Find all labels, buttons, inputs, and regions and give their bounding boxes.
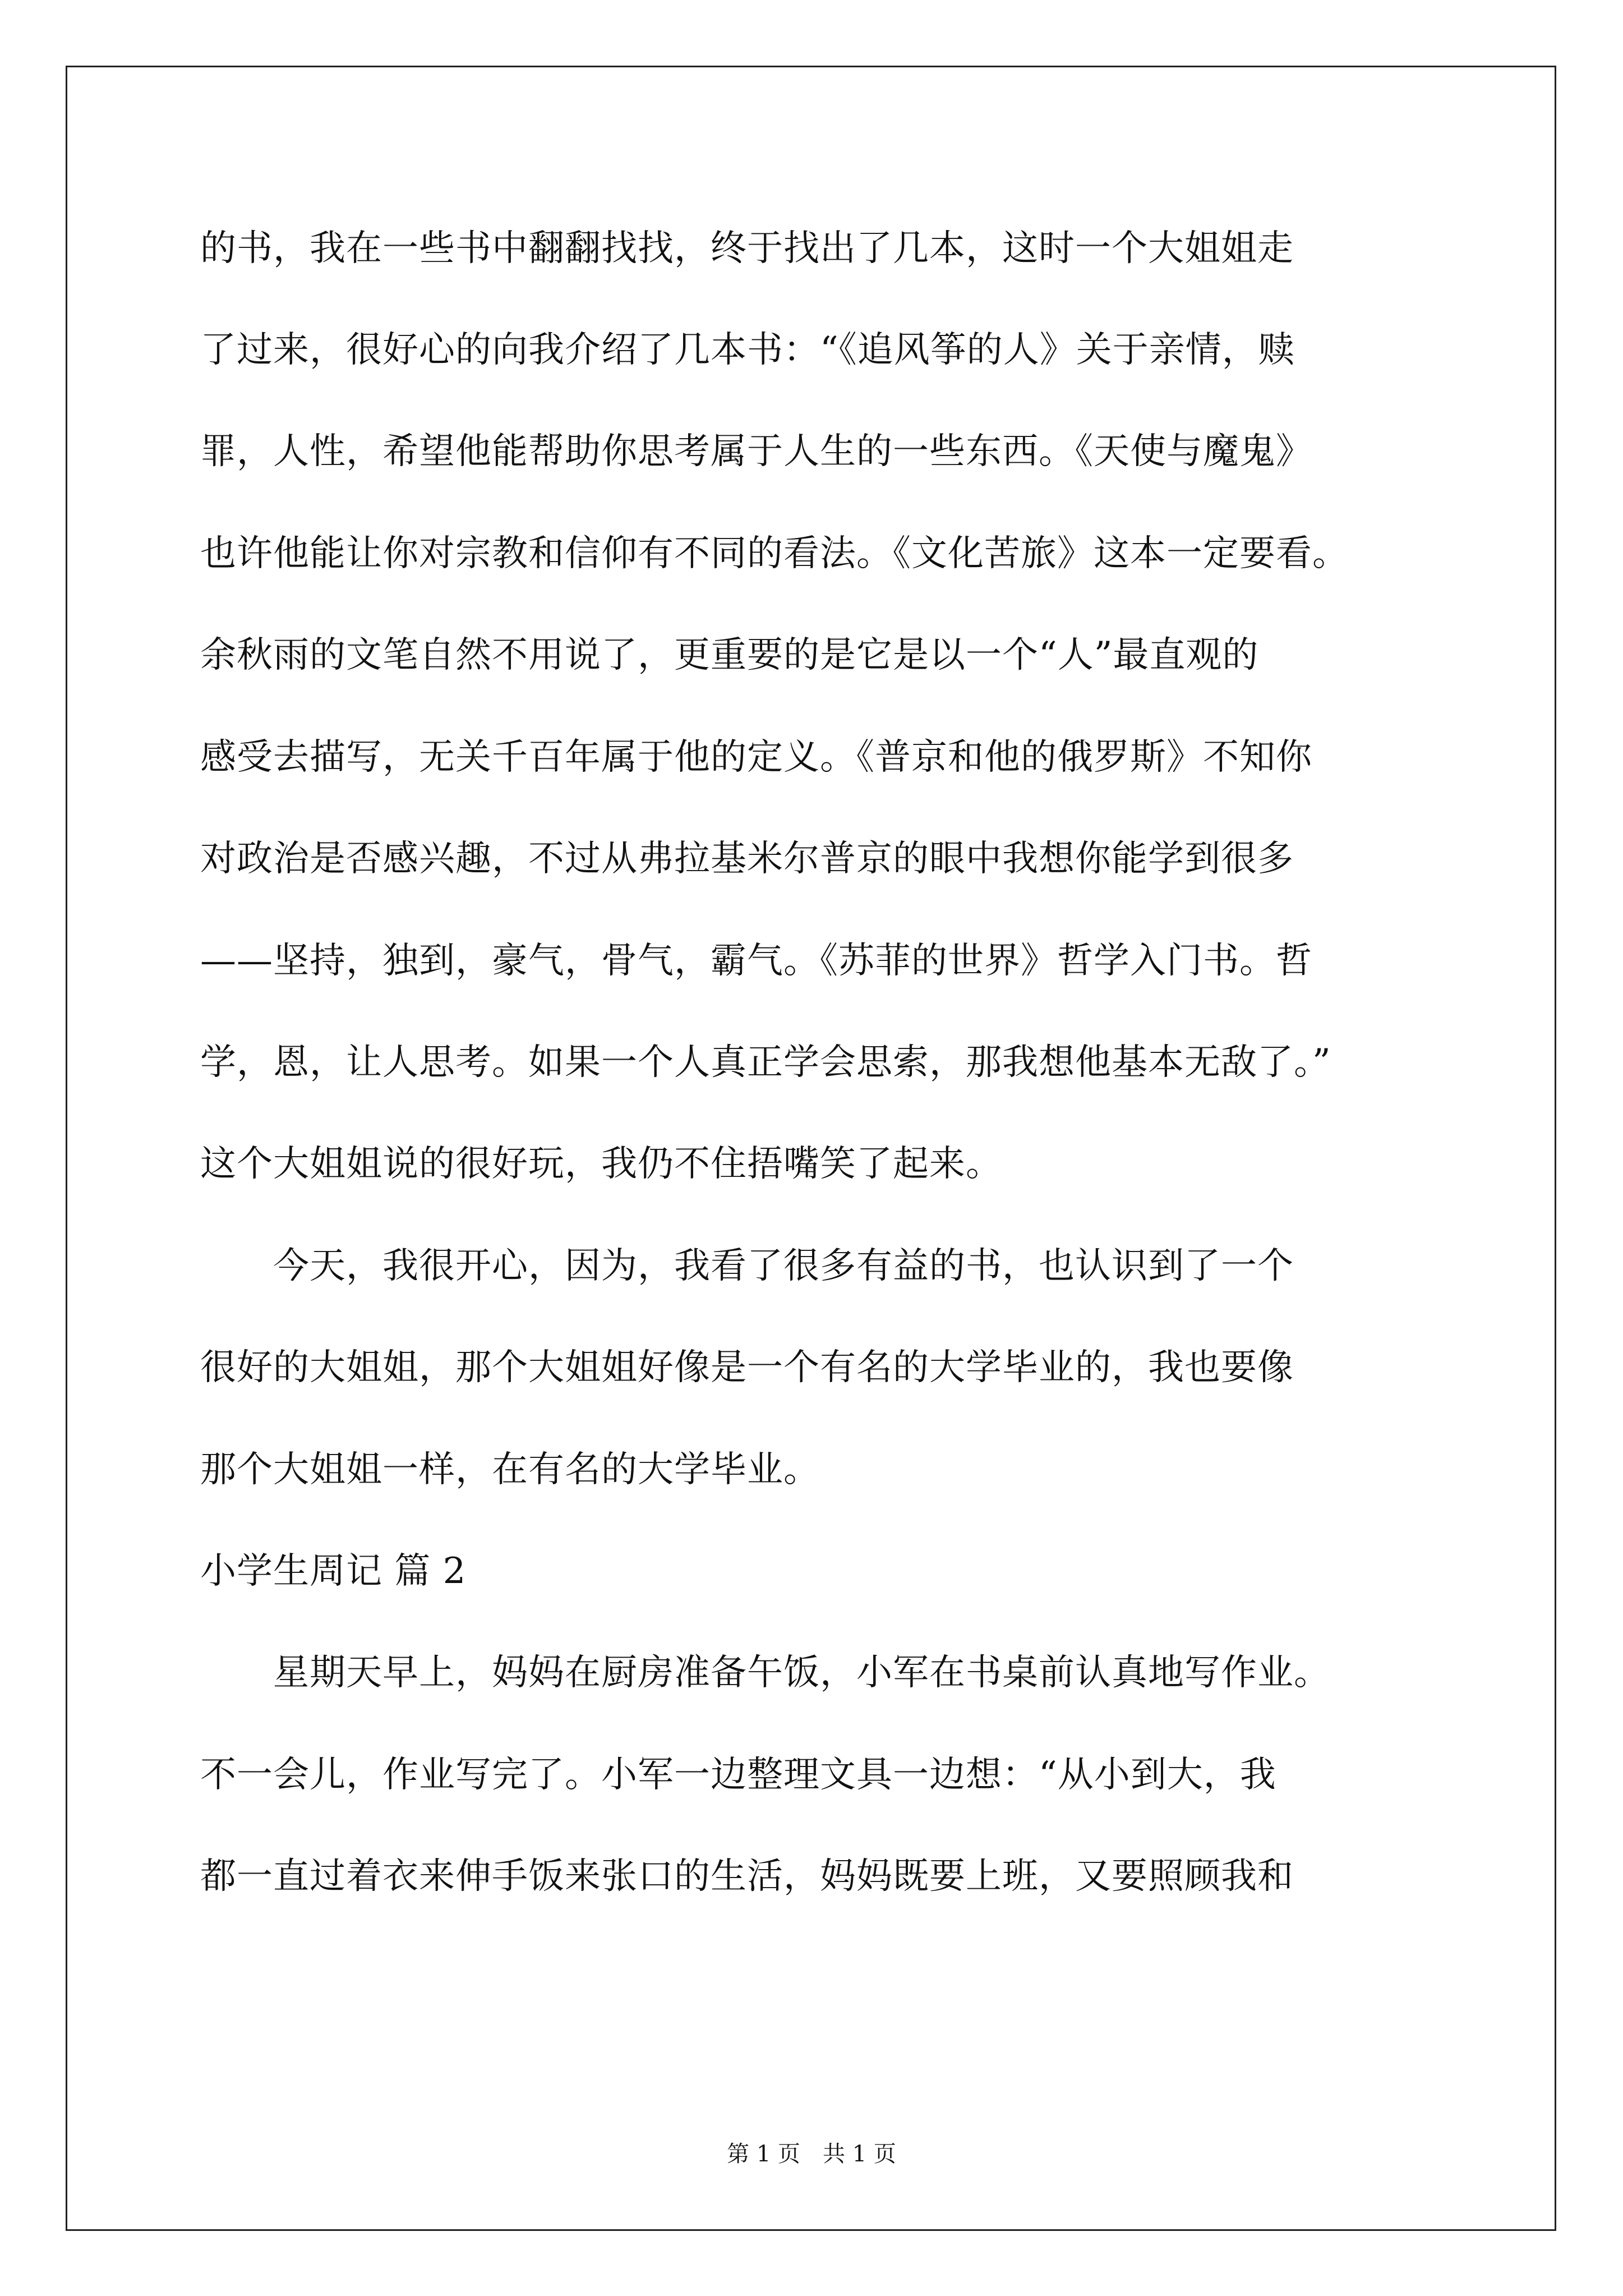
body-line: 罪，人性，希望他能帮助你思考属于人生的一些东西。《天使与魔鬼》 bbox=[200, 431, 1312, 472]
body-line: 那个大姐姐一样，在有名的大学毕业。 bbox=[200, 1449, 820, 1490]
body-line: 的书，我在一些书中翻翻找找，终于找出了几本，这时一个大姐姐走 bbox=[200, 228, 1294, 269]
body-line: 也许他能让你对宗教和信仰有不同的看法。《文化苦旅》这本一定要看。 bbox=[200, 533, 1349, 574]
body-line: 星期天早上，妈妈在厨房准备午饭，小军在书桌前认真地写作业。 bbox=[200, 1652, 1330, 1694]
body-line: 这个大姐姐说的很好玩，我仍不住捂嘴笑了起来。 bbox=[200, 1143, 1002, 1185]
body-line: 今天，我很开心，因为，我看了很多有益的书，也认识到了一个 bbox=[200, 1245, 1294, 1287]
body-line: 感受去描写，无关千百年属于他的定义。《普京和他的俄罗斯》不知你 bbox=[200, 737, 1312, 778]
page-number-footer: 第 1 页 共 1 页 bbox=[727, 2141, 896, 2167]
body-line: 对政治是否感兴趣，不过从弗拉基米尔普京的眼中我想你能学到很多 bbox=[200, 838, 1294, 880]
body-line: 都一直过着衣来伸手饭来张口的生活，妈妈既要上班，又要照顾我和 bbox=[200, 1856, 1294, 1897]
body-line: 很好的大姐姐，那个大姐姐好像是一个有名的大学毕业的，我也要像 bbox=[200, 1347, 1294, 1388]
body-line: ——坚持，独到，豪气，骨气，霸气。《苏菲的世界》哲学入门书。哲 bbox=[200, 940, 1312, 982]
body-line: 了过来，很好心的向我介绍了几本书：“《追风筝的人》关于亲情，赎 bbox=[200, 329, 1295, 371]
body-line: 学，恩，让人思考。如果一个人真正学会思索，那我想他基本无敌了。” bbox=[200, 1042, 1331, 1083]
section-heading: 小学生周记 篇 2 bbox=[200, 1550, 467, 1592]
body-line: 余秋雨的文笔自然不用说了，更重要的是它是以一个“人”最直观的 bbox=[200, 634, 1259, 676]
body-line: 不一会儿，作业写完了。小军一边整理文具一边想：“从小到大，我 bbox=[200, 1754, 1276, 1796]
